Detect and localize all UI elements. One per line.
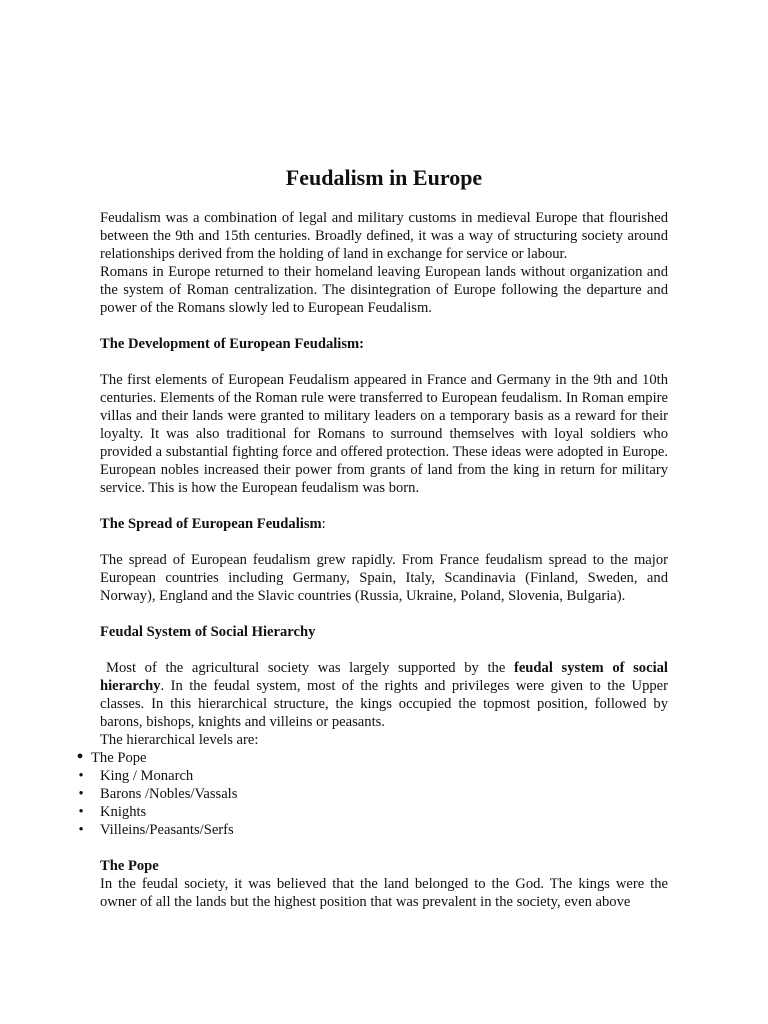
- spacer: [100, 353, 668, 371]
- spread-heading: The Spread of European Feudalism: [100, 516, 322, 532]
- bullet-icon: •: [78, 768, 84, 784]
- pope-paragraph: In the feudal society, it was believed that the land belonged to the God. The kings were the owner of all the lands but the highest position that was prevalent in the society, even above: [100, 876, 668, 910]
- list-item: [78, 785, 668, 803]
- bullet-icon: •: [78, 822, 84, 838]
- spacer: [100, 605, 668, 623]
- list-item: [76, 746, 668, 768]
- spacer: [100, 533, 668, 551]
- list-item-label: Knights: [100, 804, 147, 820]
- spacer: [100, 839, 668, 857]
- hierarchy-heading: Feudal System of Social Hierarchy: [100, 624, 316, 640]
- list-item-label: The Pope: [91, 750, 147, 766]
- development-heading: The Development of European Feudalism:: [100, 336, 365, 352]
- spacer: [100, 317, 668, 335]
- spread-paragraph: The spread of European feudalism grew rapidly. From France feudalism spread to the major European countries including Germany, Spain, Italy, Scandinavia (Finland, Sweden, and Norway), England and the Slavic countries (Russia, Ukraine, Poland, Slovenia, Bulgaria).: [100, 552, 668, 604]
- list-item: [78, 767, 668, 785]
- hierarchy-paragraph: [100, 659, 668, 731]
- spacer: [100, 641, 668, 659]
- hierarchy-text-bold: feudal system of social hierarchy: [100, 660, 668, 694]
- document-body: [76, 209, 668, 911]
- spread-heading-colon: :: [321, 516, 326, 532]
- spread-heading-line: [100, 515, 668, 533]
- intro-paragraph-1: Feudalism was a combination of legal and military customs in medieval Europe that flourished between the 9th and 15th centuries. Broadly defined, it was a way of structuring society around relationships derived from the holding of land in exchange for service or labour.: [100, 210, 668, 262]
- list-item-label: King / Monarch: [100, 768, 194, 784]
- pope-heading: The Pope: [100, 858, 159, 874]
- bullet-icon: •: [76, 746, 84, 768]
- development-paragraph: The first elements of European Feudalism appeared in France and Germany in the 9th and 10th centuries. Elements of the Roman rule were transferred to European feudalism. In Roman empire villas and their lands were granted to military leaders on a temporary basis as a reward for their loyalty. It was also traditional for Romans to surround themselves with loyal soldiers who provided a substantial fighting force and offered protection. These ideas were adopted in Europe. European nobles increased their power from grants of land from the king in return for military service. This is how the European feudalism was born.: [100, 372, 668, 496]
- levels-intro: The hierarchical levels are:: [100, 732, 259, 748]
- page-title: Feudalism in Europe: [285, 165, 483, 190]
- intro-paragraph-2: Romans in Europe returned to their homeland leaving European lands without organization and the system of Roman centralization. The disintegration of Europe following the departure and power of the Romans slowly led to European Feudalism.: [100, 264, 668, 316]
- bullet-icon: •: [78, 786, 84, 802]
- hierarchy-text-start: Most of the agricultural society was largely supported by the: [106, 660, 514, 676]
- bullet-icon: •: [78, 804, 84, 820]
- list-item: [78, 803, 668, 821]
- hierarchy-levels-list: [76, 746, 668, 839]
- list-item-label: Barons /Nobles/Vassals: [100, 786, 238, 802]
- hierarchy-text-end: . In the feudal system, most of the rights and privileges were given to the Upper classes. In this hierarchical structure, the kings occupied the topmost position, followed by barons, bishops, knights and villeins or peasants.: [100, 678, 668, 730]
- list-item-label: Villeins/Peasants/Serfs: [100, 822, 234, 838]
- spacer: [100, 497, 668, 515]
- list-item: [78, 821, 668, 839]
